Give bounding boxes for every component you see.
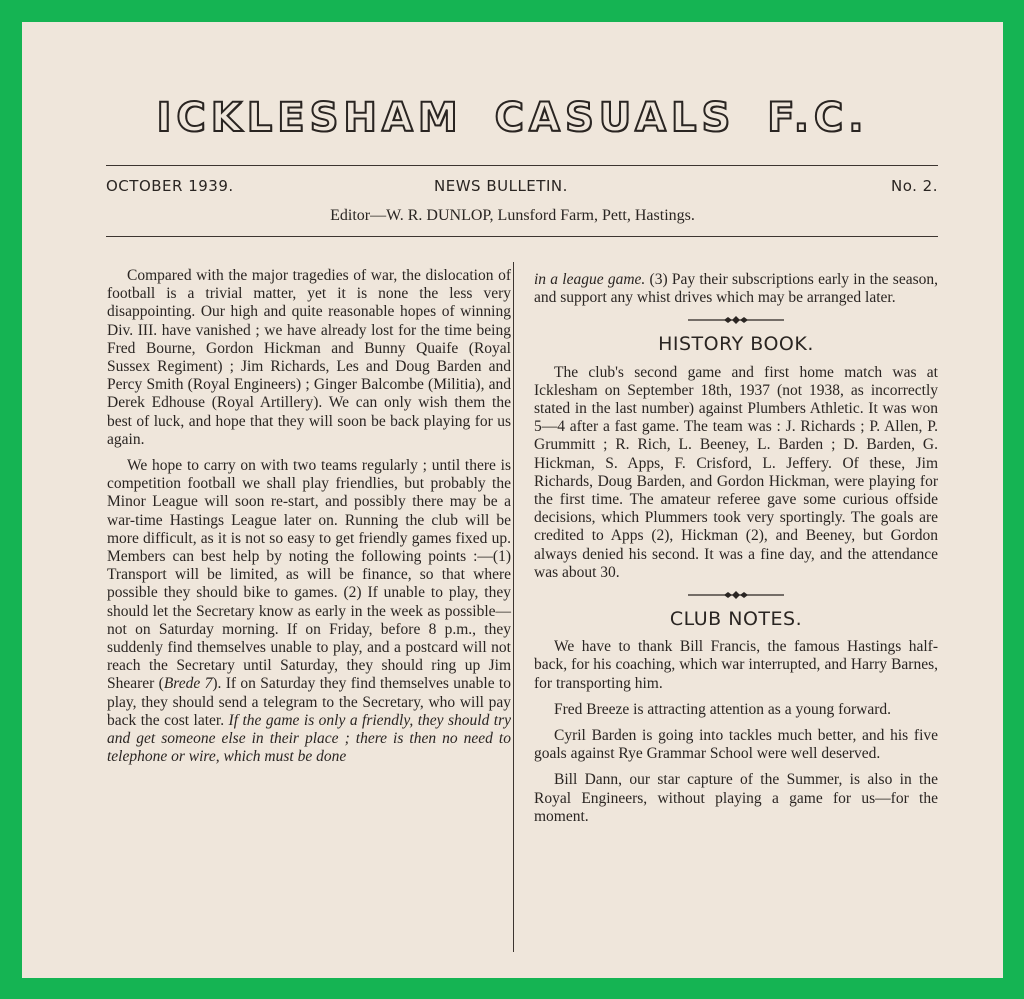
note-paragraph: Cyril Barden is going into tackles much better, and his five goals against Rye Grammar School were well deserved.	[534, 727, 938, 763]
plans-text-b: ). If on Saturday they find themselves unable to play, they should send a telegram to the Secretary, who will pay back the cost later.	[107, 675, 511, 729]
plans-paragraph	[107, 457, 511, 766]
continued-text: (3) Pay their subscriptions early in the season, and support any whist drives which may be arranged later.	[534, 271, 938, 307]
masthead-word-1: ICKLESHAM	[156, 95, 463, 141]
masthead-word-2: CASUALS	[494, 95, 736, 141]
masthead-title	[22, 95, 1003, 141]
plans-italic: If the game is only a friendly, they should try and get someone else in their place ; there is then no need to telephone or wire, which must be done	[107, 711, 512, 766]
ornament-rule-icon	[688, 315, 784, 325]
right-column	[534, 271, 938, 834]
intro-paragraph: Compared with the major tragedies of war, the dislocation of football is a trivial matter, yet it is none the less very disappointing. Our high and quite reasonable hopes of winning Div. III. have vanished ; we have already lost for the time being Fred Bourne, Gordon Hickman and Bunny Quaife (Royal Sussex Regiment) ; Jim Richards, Les and Doug Barden and Percy Smith (Royal Engineers) ; Ginger Balcombe (Militia), and Derek Edhouse (Royal Artillery). We can only wish them the best of luck, and hope that they will soon be back playing for us again.	[107, 267, 511, 448]
club-notes-heading: CLUB NOTES.	[669, 608, 803, 631]
continued-paragraph	[534, 271, 938, 307]
history-book-heading: HISTORY BOOK.	[658, 333, 814, 356]
bulletin-type: NEWS BULLETIN.	[434, 177, 568, 195]
ornament-divider-1	[534, 315, 938, 325]
phone-number: Brede 7	[163, 675, 213, 693]
note-paragraph: Bill Dann, our star capture of the Summer, is also in the Royal Engineers, without playing a game for us—for the moment.	[534, 771, 938, 825]
history-paragraph: The club's second game and first home match was at Icklesham on September 18th, 1937 (not 1938, as incorrectly stated in the last number) against Plumbers Athletic. It was won 5—4 after a fast game. The team was : J. Richards ; P. Allen, P. Grummitt ; R. Rich, L. Beeney, L. Barden ; D. Barden, G. Hickman, S. Apps, F. Crisford, L. Jeffery. Of these, Jim Richards, Doug Barden, and Gordon Hickman, were playing for the first time. The amateur referee gave some curious offside decisions, which Plummers took very sportingly. The goals are credited to Apps (2), Hickman (2), and Beeney, but Gordon always denied his second. It was a fine day, and the attendance was about 30.	[534, 363, 938, 581]
note-paragraph: We have to thank Bill Francis, the famous Hastings half-back, for his coaching, which war interrupted, and Harry Barnes, for transporting him.	[534, 638, 938, 692]
ornament-rule-icon	[688, 590, 784, 600]
header-top-rule	[106, 165, 938, 166]
bulletin-page	[22, 22, 1003, 978]
continued-italic: in a league game.	[534, 271, 646, 288]
issue-number: No. 2.	[891, 177, 938, 195]
header-bottom-rule	[106, 236, 938, 237]
editor-line: Editor—W. R. DUNLOP, Lunsford Farm, Pett, Hastings.	[330, 207, 695, 224]
masthead-word-3: F.C.	[767, 95, 869, 141]
column-divider	[513, 262, 514, 952]
issue-date: OCTOBER 1939.	[106, 177, 234, 195]
note-paragraph: Fred Breeze is attracting attention as a young forward.	[554, 700, 892, 718]
left-column	[107, 267, 511, 774]
ornament-divider-2	[534, 590, 938, 600]
plans-text-a: We hope to carry on with two teams regularly ; until there is competition football we shall play friendlies, but probably the Minor League will soon re-start, and possibly there may be a war-time Hastings League later on. Running the club will be more difficult, as it is not so easy to get friendly games fixed up. Members can best help by noting the following points :—(1) Transport will be limited, as will be finance, so that where possible they should bike to games. (2) If unable to play, they should let the Secretary know as early in the week as possible—not on Saturday morning. If on Friday, before 8 p.m., they suddenly find themselves unable to play, and a postcard will not reach the Secretary until Saturday, they should ring up Jim Shearer (	[107, 457, 511, 693]
